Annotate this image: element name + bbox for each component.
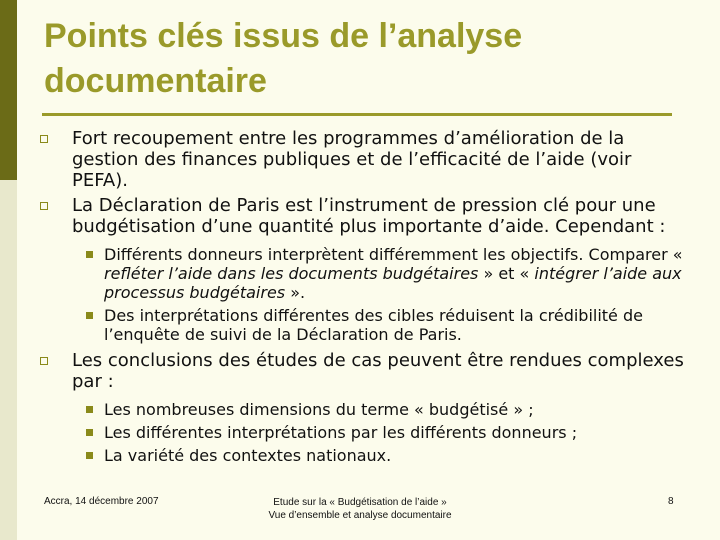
footer-date: Accra, 14 décembre 2007 xyxy=(44,496,159,507)
sub-bullet-text: La variété des contextes nationaux. xyxy=(104,446,392,465)
filled-square-bullet-icon xyxy=(86,406,93,413)
sub-bullet-text-post: ». xyxy=(285,283,306,302)
sub-bullet-item xyxy=(104,245,690,302)
filled-square-bullet-icon xyxy=(86,312,93,319)
sidebar-accent-bottom xyxy=(0,180,17,540)
title-divider xyxy=(42,113,672,116)
sub-bullet-text: Les nombreuses dimensions du terme « budgétisé » ; xyxy=(104,400,534,419)
sub-bullet-emphasis: refléter l’aide dans les documents budgétaires xyxy=(104,264,479,283)
sub-bullet-item xyxy=(104,400,690,419)
bullet-text: Fort recoupement entre les programmes d’amélioration de la gestion des finances publiques et de l’efficacité de l’aide (voir PEFA). xyxy=(72,128,632,191)
sub-bullet-text-pre: Différents donneurs interprètent différemment les objectifs. Comparer « xyxy=(104,245,683,264)
footer-study-title xyxy=(230,496,490,522)
sub-bullet-text-mid: » et « xyxy=(478,264,535,283)
sub-bullet-list xyxy=(40,400,690,465)
sub-bullet-text: Les différentes interprétations par les différents donneurs ; xyxy=(104,423,578,442)
filled-square-bullet-icon xyxy=(86,251,93,258)
sub-bullet-emphasis: intégrer l’aide aux processus budgétaires xyxy=(104,264,682,302)
slide-body xyxy=(40,128,690,471)
page-number: 8 xyxy=(668,496,674,507)
hollow-square-bullet-icon xyxy=(40,202,48,210)
filled-square-bullet-icon xyxy=(86,429,93,436)
bullet-item xyxy=(40,128,690,191)
sub-bullet-item xyxy=(104,306,690,344)
hollow-square-bullet-icon xyxy=(40,357,48,365)
sub-bullet-list xyxy=(40,245,690,344)
bullet-item xyxy=(40,350,690,392)
hollow-square-bullet-icon xyxy=(40,135,48,143)
sub-bullet-item xyxy=(104,423,690,442)
sidebar-accent-top xyxy=(0,0,17,180)
footer-center-line: Etude sur la « Budgétisation de l’aide » xyxy=(273,497,447,508)
bullet-item xyxy=(40,195,690,237)
bullet-text: Les conclusions des études de cas peuvent être rendues complexes par : xyxy=(72,350,684,392)
sub-bullet-text: Des interprétations différentes des cibles réduisent la crédibilité de l’enquête de suivi de la Déclaration de Paris. xyxy=(104,306,643,344)
filled-square-bullet-icon xyxy=(86,452,93,459)
sub-bullet-item xyxy=(104,446,690,465)
bullet-text: La Déclaration de Paris est l’instrument de pression clé pour une budgétisation d’une quantité plus importante d’aide. Cependant : xyxy=(72,195,666,237)
slide-title: Points clés issus de l’analyse documentaire xyxy=(44,17,523,100)
footer-center-line: Vue d’ensemble et analyse documentaire xyxy=(268,510,452,521)
